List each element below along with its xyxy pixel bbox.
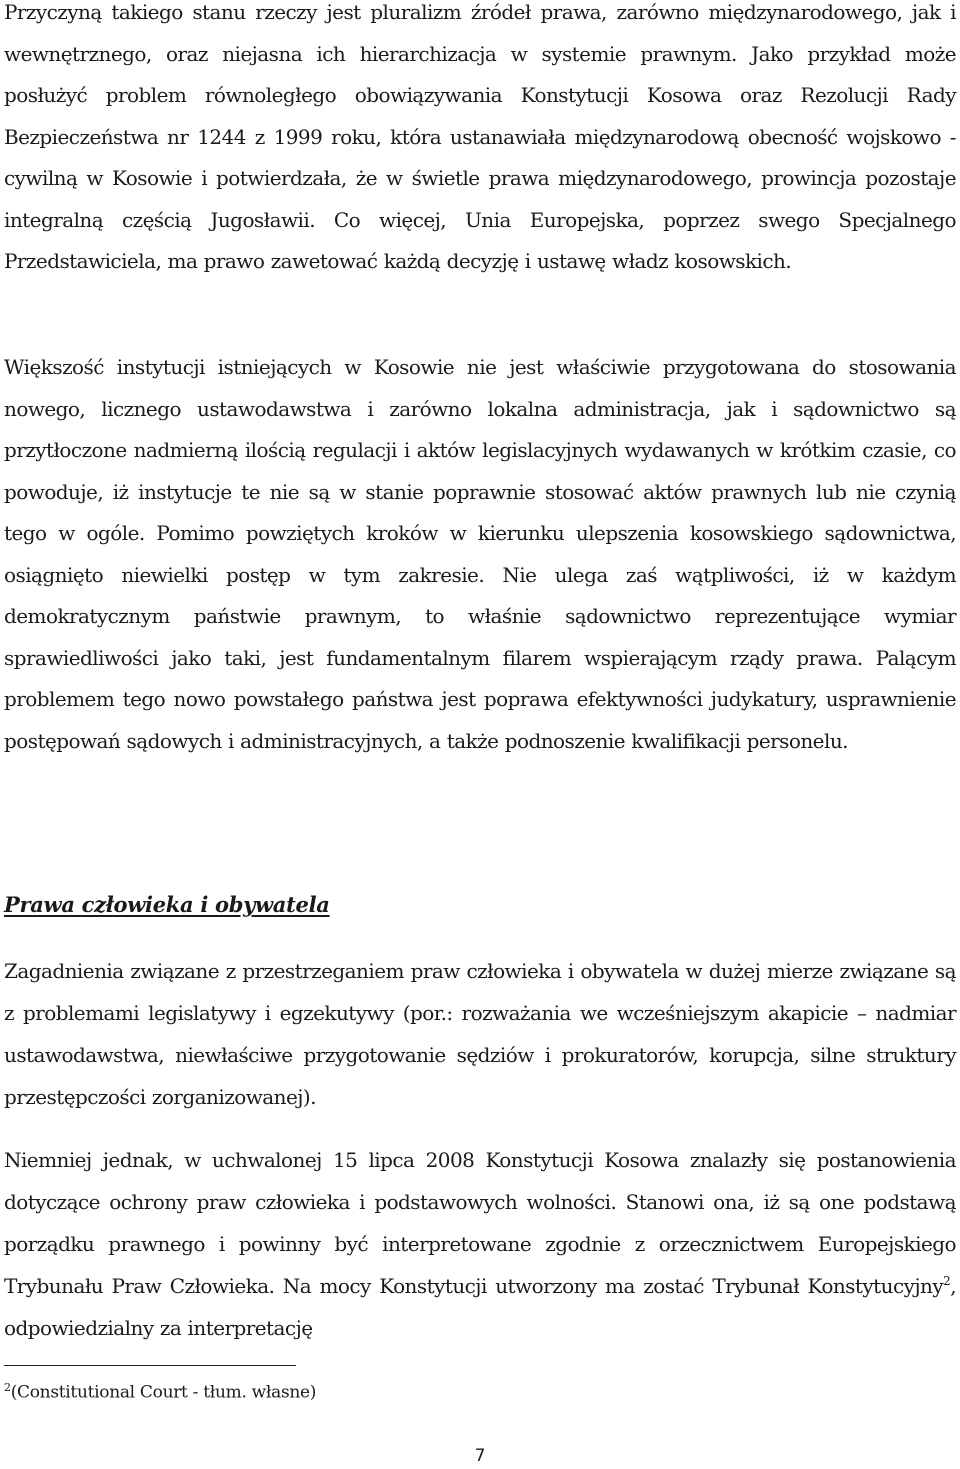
paragraph-constitution (4, 1139, 956, 1349)
paragraph-sources-of-law: Przyczyną takiego stanu rzeczy jest pluralizm źródeł prawa, zarówno międzynarodowego, jak i wewnętrznego, oraz niejasna ich hierarchizacja w systemie prawnym. Jako przykład może posłużyć problem równoległego obowiązywania Konstytucji Kosowa oraz Rezolucji Rady Bezpieczeństwa nr 1244 z 1999 roku, która ustanawiała międzynarodową obecność wojskowo - cywilną w Kosowie i potwierdzała, że w świetle prawa międzynarodowego, prowincja pozostaje integralną częścią Jugosławii. Co więcej, Unia Europejska, poprzez swego Specjalnego Przedstawiciela, ma prawo zawetować każdą decyzję i ustawę władz kosowskich. (4, 0, 956, 273)
section-heading: Prawa człowieka i obywatela (4, 892, 330, 917)
footnote-divider (4, 1365, 296, 1366)
paragraph-constitution-text: Niemniej jednak, w uchwalonej 15 lipca 2008 Konstytucji Kosowa znalazły się postanowienia dotyczące ochrony praw człowieka i podstawowych wolności. Stanowi ona, iż są one podstawą porządku prawnego i powinny być interpretowane zgodnie z orzecznictwem Europejskiego Trybunału Praw Człowieka. Na mocy Konstytucji utworzony ma zostać Trybunał Konstytucyjny (4, 1148, 956, 1298)
page-number: 7 (474, 1446, 486, 1466)
footnote-text: (Constitutional Court - tłum. własne) (10, 1382, 317, 1403)
paragraph-institutions: Większość instytucji istniejących w Kosowie nie jest właściwie przygotowana do stosowania nowego, licznego ustawodawstwa i zarówno lokalna administracja, jak i sądownictwo są przytłoczone nadmierną ilością regulacji i aktów legislacyjnych wydawanych w krótkim czasie, co powoduje, iż instytucje te nie są w stanie poprawnie stosować aktów prawnych lub nie czynią tego w ogóle. Pomimo powziętych kroków w kierunku ulepszenia kosowskiego sądownictwa, osiągnięto niewielki postęp w tym zakresie. Nie ulega zaś wątpliwości, iż w każdym demokratycznym państwie prawnym, to właśnie sądownictwo reprezentujące wymiar sprawiedliwości jako taki, jest fundamentalnym filarem wspierającym rządy prawa. Palącym problemem tego nowo powstałego państwa jest poprawa efektywności judykatury, usprawnienie postępowań sądowych i administracyjnych, a także podnoszenie kwalifikacji personelu. (4, 355, 956, 753)
paragraph-constitution-text-end: , odpowiedzialny za interpretację (4, 1274, 956, 1340)
footnote-reference[interactable]: 2 (943, 1274, 951, 1288)
paragraph-human-rights-issues: Zagadnienia związane z przestrzeganiem praw człowieka i obywatela w dużej mierze związane są z problemami legislatywy i egzekutywy (por.: rozważania we wcześniejszym akapicie – nadmiar ustawodawstwa, niewłaściwe przygotowanie sędziów i prokuratorów, korupcja, silne struktury przestępczości zorganizowanej). (4, 959, 956, 1109)
footnote (4, 1381, 316, 1403)
footnote-marker: 2 (4, 1381, 11, 1394)
